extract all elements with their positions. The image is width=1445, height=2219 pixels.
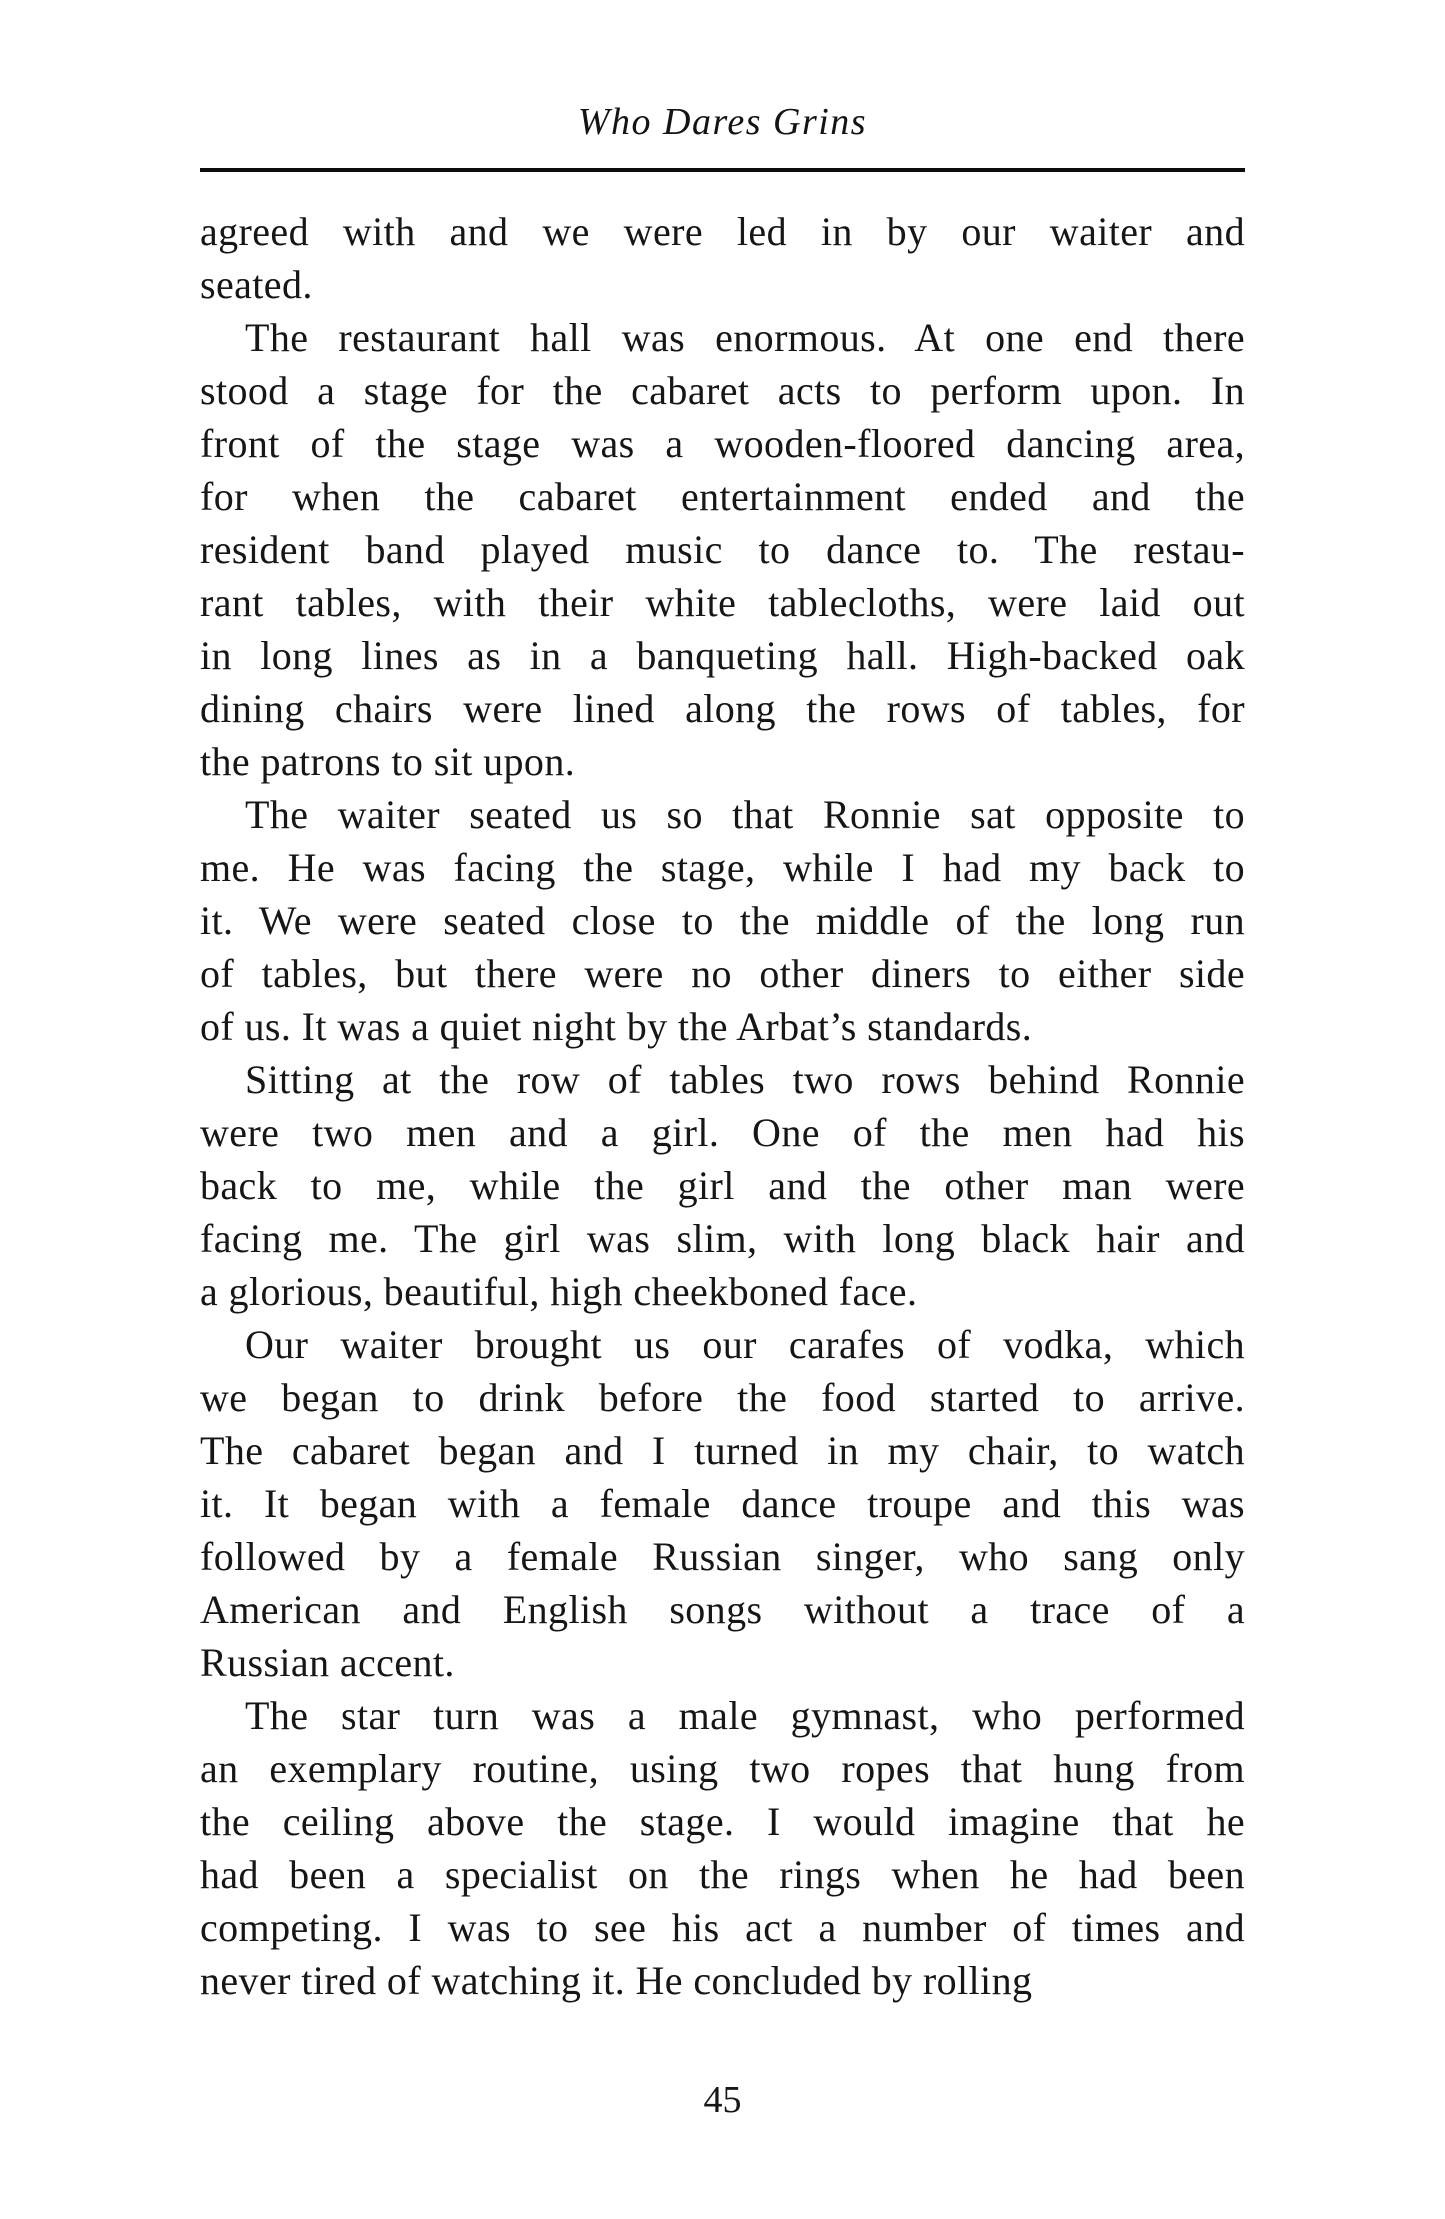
text-line: the patrons to sit upon. — [200, 739, 576, 784]
running-head: Who Dares Grins — [577, 101, 868, 143]
text-line: competing. I was to see his act a number of times and — [200, 1905, 1245, 1950]
text-line: the ceiling above the stage. I would imagine that he — [200, 1799, 1245, 1844]
text-line: The cabaret began and I turned in my chair, to watch — [200, 1428, 1245, 1473]
text-line: Russian accent. — [200, 1640, 455, 1685]
text-line: agreed with and we were led in by our waiter and — [200, 209, 1245, 254]
text-line: resident band played music to dance to. The restau- — [200, 527, 1245, 572]
text-line: The restaurant hall was enormous. At one end there — [245, 315, 1245, 360]
text-line: stood a stage for the cabaret acts to perform upon. In — [200, 368, 1245, 413]
text-line: never tired of watching it. He concluded by rolling — [200, 1958, 1033, 2003]
text-line: it. It began with a female dance troupe and this was — [200, 1481, 1245, 1526]
text-line: front of the stage was a wooden-floored dancing area, — [200, 421, 1245, 466]
text-line: followed by a female Russian singer, who sang only — [200, 1534, 1245, 1579]
text-line: back to me, while the girl and the other man were — [200, 1163, 1245, 1208]
text-line: were two men and a girl. One of the men had his — [200, 1110, 1245, 1155]
text-line: a glorious, beautiful, high cheekboned face. — [200, 1269, 918, 1314]
page-number: 45 — [703, 2079, 742, 2121]
text-line: The star turn was a male gymnast, who performed — [245, 1693, 1245, 1738]
text-line: Sitting at the row of tables two rows behind Ronnie — [245, 1057, 1245, 1102]
text-line: American and English songs without a trace of a — [200, 1587, 1245, 1632]
text-line: had been a specialist on the rings when he had been — [200, 1852, 1245, 1897]
text-line: rant tables, with their white tablecloths, were laid out — [200, 580, 1245, 625]
text-line: it. We were seated close to the middle of the long run — [200, 898, 1245, 943]
text-line: we began to drink before the food started to arrive. — [200, 1375, 1245, 1420]
text-line: Our waiter brought us our carafes of vodka, which — [245, 1322, 1245, 1367]
text-line: seated. — [200, 262, 313, 307]
text-line: of us. It was a quiet night by the Arbat’s standards. — [200, 1004, 1033, 1049]
header-rule — [200, 168, 1245, 172]
text-line: me. He was facing the stage, while I had my back to — [200, 845, 1245, 890]
text-line: The waiter seated us so that Ronnie sat opposite to — [245, 792, 1245, 837]
text-line: an exemplary routine, using two ropes that hung from — [200, 1746, 1245, 1791]
text-line: for when the cabaret entertainment ended and the — [200, 474, 1245, 519]
body-text — [200, 205, 1245, 2007]
text-line: of tables, but there were no other diners to either side — [200, 951, 1245, 996]
text-line: in long lines as in a banqueting hall. High-backed oak — [200, 633, 1245, 678]
text-line: dining chairs were lined along the rows of tables, for — [200, 686, 1245, 731]
text-line: facing me. The girl was slim, with long black hair and — [200, 1216, 1245, 1261]
